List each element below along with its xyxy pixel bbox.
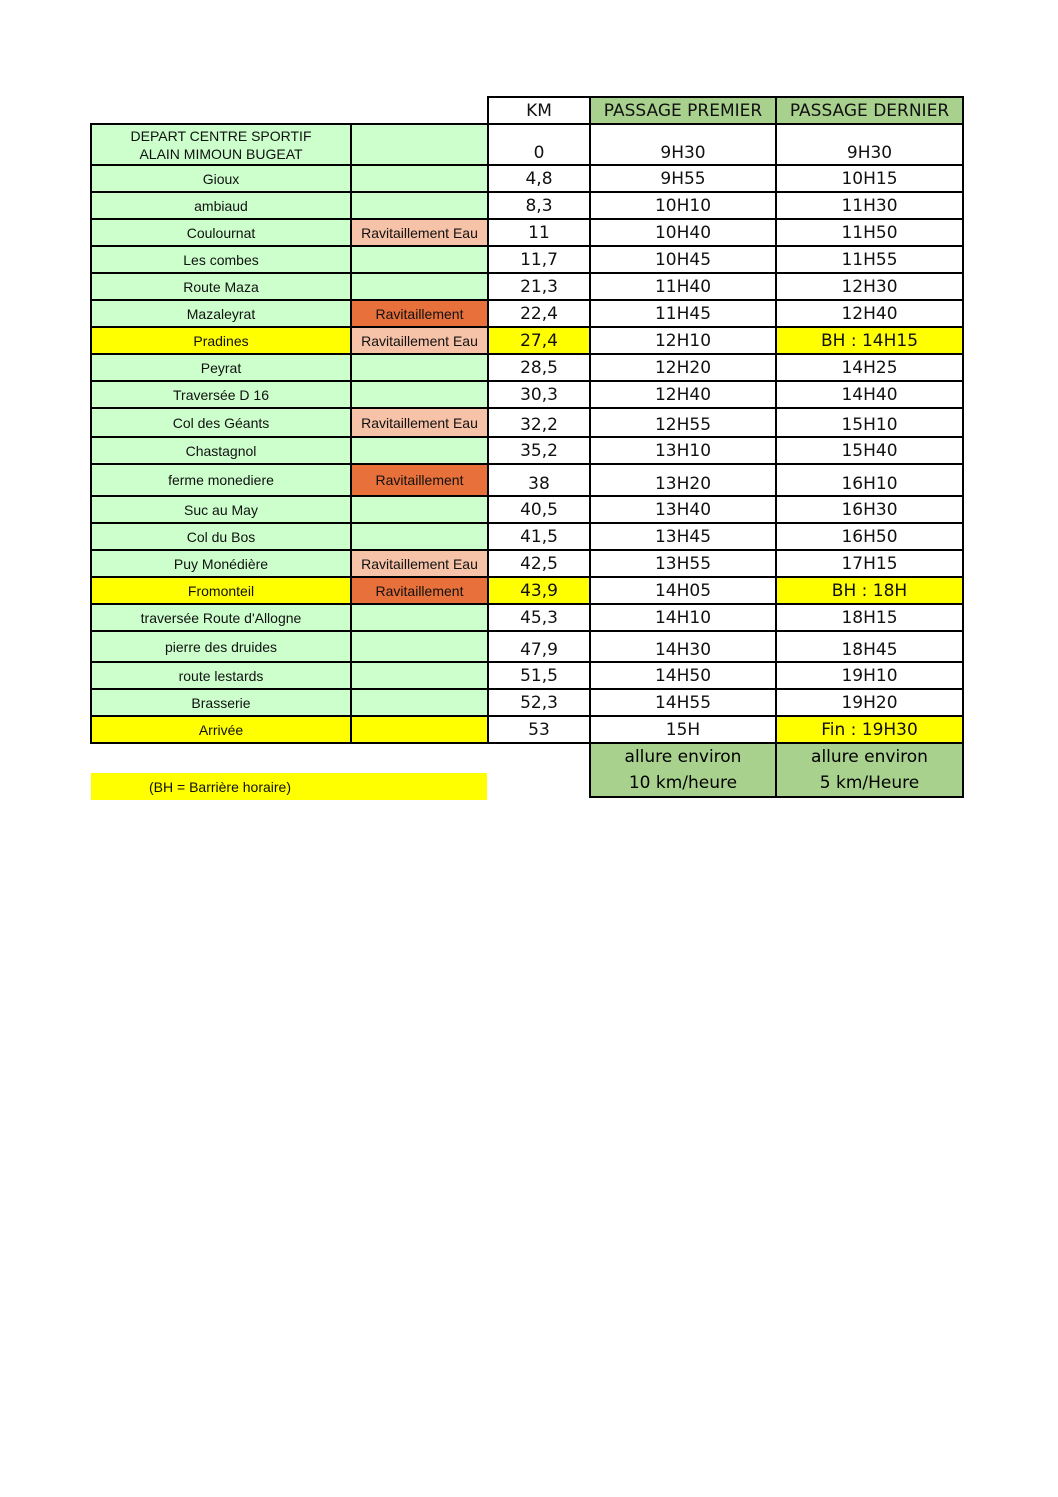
table-row <box>91 464 963 496</box>
km-value: 11,7 <box>488 246 590 273</box>
checkpoint-name: Traversée D 16 <box>91 381 351 408</box>
supply-point <box>351 631 488 662</box>
km-value: 38 <box>488 464 590 496</box>
last-passage-time: 16H10 <box>776 464 963 496</box>
table-row <box>91 354 963 381</box>
km-value: 52,3 <box>488 689 590 716</box>
table-row <box>91 273 963 300</box>
checkpoint-name: Brasserie <box>91 689 351 716</box>
first-passage-time: 9H55 <box>590 165 776 192</box>
supply-point <box>351 496 488 523</box>
last-passage-time: 19H20 <box>776 689 963 716</box>
first-passage-time: 14H50 <box>590 662 776 689</box>
supply-point: Ravitaillement <box>351 300 488 327</box>
first-passage-time: 9H30 <box>590 124 776 165</box>
supply-point <box>351 381 488 408</box>
supply-point <box>351 689 488 716</box>
checkpoint-name: traversée Route d'Allogne <box>91 604 351 631</box>
km-value: 42,5 <box>488 550 590 577</box>
table-row <box>91 437 963 464</box>
checkpoint-name: Gioux <box>91 165 351 192</box>
first-passage-time: 10H10 <box>590 192 776 219</box>
supply-point <box>351 604 488 631</box>
km-value: 41,5 <box>488 523 590 550</box>
km-value: 53 <box>488 716 590 743</box>
km-value: 51,5 <box>488 662 590 689</box>
checkpoint-name: ferme monediere <box>91 464 351 496</box>
supply-point: Ravitaillement Eau <box>351 550 488 577</box>
table-row <box>91 496 963 523</box>
first-passage-time: 13H45 <box>590 523 776 550</box>
supply-point <box>351 662 488 689</box>
supply-point <box>351 354 488 381</box>
checkpoint-name: Col du Bos <box>91 523 351 550</box>
first-passage-time: 11H45 <box>590 300 776 327</box>
first-passage-time: 14H05 <box>590 577 776 604</box>
first-passage-time: 13H10 <box>590 437 776 464</box>
table-row <box>91 689 963 716</box>
table-row <box>91 327 963 354</box>
table-row <box>91 165 963 192</box>
checkpoint-name: route lestards <box>91 662 351 689</box>
table-row <box>91 577 963 604</box>
header-passage-premier: PASSAGE PREMIER <box>590 97 776 124</box>
first-passage-time: 15H <box>590 716 776 743</box>
checkpoint-name: Mazaleyrat <box>91 300 351 327</box>
checkpoint-name: DEPART CENTRE SPORTIF ALAIN MIMOUN BUGEAT <box>91 124 351 165</box>
first-passage-time: 12H10 <box>590 327 776 354</box>
km-value: 0 <box>488 124 590 165</box>
last-passage-time: 12H30 <box>776 273 963 300</box>
last-passage-time: 19H10 <box>776 662 963 689</box>
checkpoint-name: Col des Géants <box>91 408 351 437</box>
checkpoint-name: Peyrat <box>91 354 351 381</box>
km-value: 32,2 <box>488 408 590 437</box>
table-row <box>91 219 963 246</box>
checkpoint-name: Fromonteil <box>91 577 351 604</box>
table-row <box>91 381 963 408</box>
km-value: 43,9 <box>488 577 590 604</box>
checkpoint-name: Chastagnol <box>91 437 351 464</box>
first-passage-time: 10H40 <box>590 219 776 246</box>
km-value: 35,2 <box>488 437 590 464</box>
table-row <box>91 550 963 577</box>
supply-point: Ravitaillement Eau <box>351 219 488 246</box>
last-passage-time: 18H45 <box>776 631 963 662</box>
schedule-table <box>90 96 964 798</box>
last-passage-time: Fin : 19H30 <box>776 716 963 743</box>
checkpoint-name: Suc au May <box>91 496 351 523</box>
checkpoint-name: Route Maza <box>91 273 351 300</box>
last-passage-time: 9H30 <box>776 124 963 165</box>
last-passage-time: 16H30 <box>776 496 963 523</box>
last-passage-time: 14H25 <box>776 354 963 381</box>
supply-point <box>351 523 488 550</box>
km-value: 47,9 <box>488 631 590 662</box>
table-row <box>91 523 963 550</box>
last-passage-time: 17H15 <box>776 550 963 577</box>
table-row <box>91 631 963 662</box>
km-value: 30,3 <box>488 381 590 408</box>
km-value: 22,4 <box>488 300 590 327</box>
km-value: 45,3 <box>488 604 590 631</box>
checkpoint-name: Les combes <box>91 246 351 273</box>
pace-first-line1: allure environ <box>624 747 742 767</box>
supply-point: Ravitaillement Eau <box>351 408 488 437</box>
table-row <box>91 408 963 437</box>
km-value: 27,4 <box>488 327 590 354</box>
supply-point <box>351 273 488 300</box>
pace-first <box>590 743 776 797</box>
supply-point <box>351 437 488 464</box>
km-value: 40,5 <box>488 496 590 523</box>
first-passage-time: 12H40 <box>590 381 776 408</box>
table-row <box>91 662 963 689</box>
first-passage-time: 14H55 <box>590 689 776 716</box>
supply-point: Ravitaillement Eau <box>351 327 488 354</box>
legend-barriere-horaire: (BH = Barrière horaire) <box>91 773 487 800</box>
checkpoint-name: Coulournat <box>91 219 351 246</box>
first-passage-time: 13H55 <box>590 550 776 577</box>
header-km: KM <box>488 97 590 124</box>
table-row <box>91 300 963 327</box>
last-passage-time: 11H55 <box>776 246 963 273</box>
supply-point <box>351 192 488 219</box>
first-passage-time: 14H30 <box>590 631 776 662</box>
km-value: 11 <box>488 219 590 246</box>
supply-point <box>351 165 488 192</box>
last-passage-time: BH : 14H15 <box>776 327 963 354</box>
checkpoint-name: Arrivée <box>91 716 351 743</box>
header-row <box>91 97 963 124</box>
supply-point <box>351 716 488 743</box>
last-passage-time: 11H50 <box>776 219 963 246</box>
last-passage-time: 16H50 <box>776 523 963 550</box>
supply-point: Ravitaillement <box>351 464 488 496</box>
first-passage-time: 12H20 <box>590 354 776 381</box>
pace-first-line2: 10 km/heure <box>628 773 738 793</box>
last-passage-time: 15H10 <box>776 408 963 437</box>
last-passage-time: 10H15 <box>776 165 963 192</box>
supply-point <box>351 124 488 165</box>
table-row <box>91 604 963 631</box>
checkpoint-name: ambiaud <box>91 192 351 219</box>
pace-last-line2: 5 km/Heure <box>819 773 920 793</box>
pace-last-line1: allure environ <box>811 747 928 767</box>
first-passage-time: 14H10 <box>590 604 776 631</box>
km-value: 4,8 <box>488 165 590 192</box>
checkpoint-name: Puy Monédière <box>91 550 351 577</box>
checkpoint-name: Pradines <box>91 327 351 354</box>
last-passage-time: 18H15 <box>776 604 963 631</box>
last-passage-time: 12H40 <box>776 300 963 327</box>
header-passage-dernier: PASSAGE DERNIER <box>776 97 963 124</box>
last-passage-time: 15H40 <box>776 437 963 464</box>
km-value: 28,5 <box>488 354 590 381</box>
km-value: 8,3 <box>488 192 590 219</box>
first-passage-time: 11H40 <box>590 273 776 300</box>
table-row <box>91 192 963 219</box>
first-passage-time: 13H20 <box>590 464 776 496</box>
km-value: 21,3 <box>488 273 590 300</box>
last-passage-time: BH : 18H <box>776 577 963 604</box>
supply-point <box>351 246 488 273</box>
last-passage-time: 11H30 <box>776 192 963 219</box>
first-passage-time: 12H55 <box>590 408 776 437</box>
first-passage-time: 13H40 <box>590 496 776 523</box>
table-row <box>91 246 963 273</box>
pace-last <box>776 743 963 797</box>
supply-point: Ravitaillement <box>351 577 488 604</box>
table-row <box>91 124 963 165</box>
last-passage-time: 14H40 <box>776 381 963 408</box>
checkpoint-name: pierre des druides <box>91 631 351 662</box>
table-row <box>91 716 963 743</box>
first-passage-time: 10H45 <box>590 246 776 273</box>
